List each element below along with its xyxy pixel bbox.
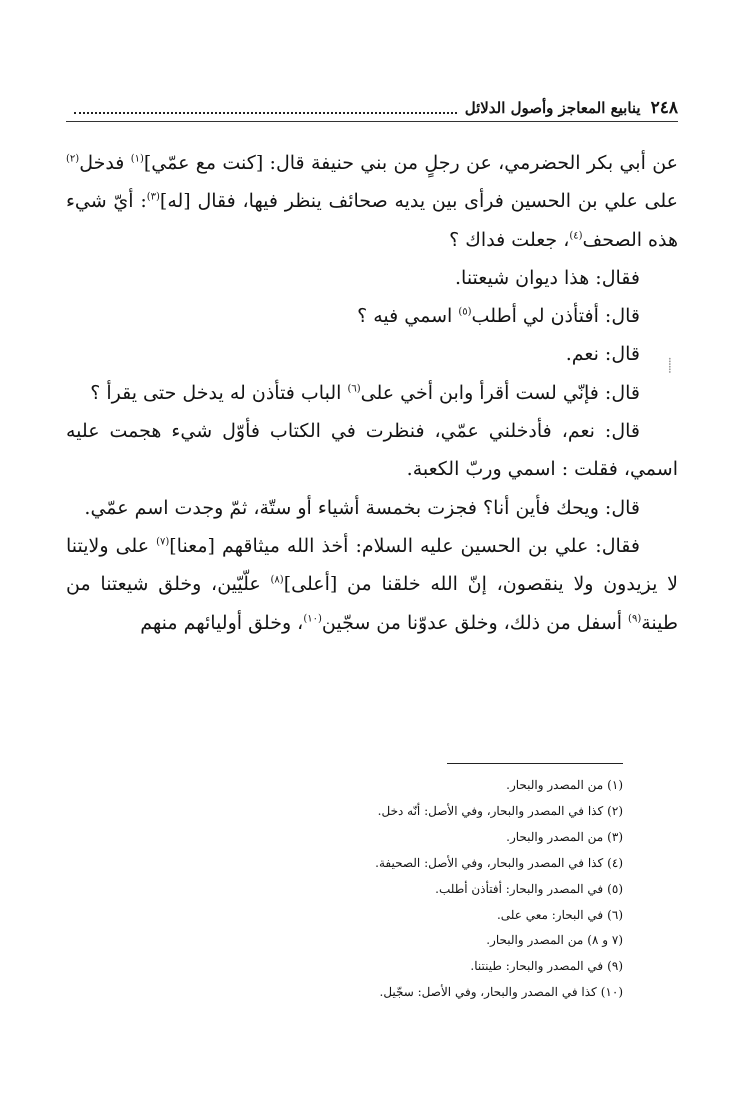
paragraph-text: : أيّ شيء هذه الصحف	[66, 190, 678, 251]
margin-smudge: ⸽	[668, 358, 672, 374]
footnote-reference: (٩)	[628, 613, 642, 625]
footnote-item	[63, 773, 623, 799]
page-number: ٢٤٨	[650, 97, 678, 118]
footnote-text: من المصدر والبحار.	[506, 778, 604, 792]
body-text	[66, 144, 678, 642]
footnote-reference: (١٠)	[303, 613, 322, 625]
footnote-text: في المصدر والبحار: طينتنا.	[470, 959, 604, 974]
footnote-item	[63, 903, 623, 929]
paragraph-text: قال: نعم.	[565, 343, 640, 366]
paragraph-text: على علي بن الحسين فرأى بين يديه صحائف ينظر فيها، فقال [له]	[159, 190, 678, 213]
paragraph-text: على ولايتنا لا يزيدون ولا ينقصون، إنّ الله خلقنا من [أعلى]	[66, 534, 678, 596]
footnote-text: كذا في المصدر والبحار، وفي الأصل: سجّيل.	[379, 985, 597, 1000]
footnote-item	[63, 825, 623, 851]
body-paragraph	[66, 412, 678, 489]
footnote-item	[63, 799, 623, 825]
body-paragraph	[66, 297, 678, 335]
footnote-text: في البحار: معي على.	[496, 907, 604, 922]
footnote-number: (٣)	[607, 829, 623, 844]
body-paragraph	[66, 335, 678, 373]
body-paragraph	[66, 259, 678, 297]
footnotes-list	[63, 773, 623, 1006]
footnote-item	[63, 980, 623, 1006]
footnote-number: (١٠)	[600, 985, 623, 1000]
paragraph-text: علّيّين، وخلق شيعتنا من طينة	[66, 573, 678, 634]
paragraph-text: قال: نعم، فأدخلني عمّي، فنظرت في الكتاب فأوّل شيء هجمت عليه اسمي، فقلت : اسمي وربّ الكعبة.	[66, 420, 678, 481]
footnote-text: من المصدر والبحار.	[486, 933, 584, 948]
running-header	[66, 96, 678, 122]
body-paragraph	[66, 144, 678, 259]
footnote-reference: (٣)	[146, 191, 160, 203]
paragraph-text: أسفل من ذلك، وخلق عدوّنا من سجّين	[321, 611, 629, 634]
footnote-number: (٩)	[607, 959, 623, 974]
footnote-number: (١)	[607, 778, 623, 792]
paragraph-text: فقال: هذا ديوان شيعتنا.	[455, 266, 640, 289]
paragraph-text: اسمي فيه ؟	[357, 305, 459, 328]
footnote-text: في المصدر والبحار: أفتأذن أطلب.	[435, 881, 604, 896]
footnote-text: من المصدر والبحار.	[506, 829, 604, 844]
paragraph-text: قال: ويحك فأين أنا؟ فجزت بخمسة أشياء أو ستّة، ثمّ وجدت اسم عمّي.	[84, 496, 640, 519]
footnote-reference: (٤)	[569, 230, 583, 242]
footnote-reference: (٦)	[347, 383, 361, 395]
body-paragraph	[66, 489, 678, 527]
footnote-item	[63, 851, 623, 877]
paragraph-text: عن أبي بكر الحضرمي، عن رجلٍ من بني حنيفة قال: [كنت مع عمّي]	[143, 152, 678, 174]
paragraph-text: فقال: علي بن الحسين عليه السلام: أخذ الله ميثاقهم [معنا]	[169, 534, 640, 557]
footnote-number: (٦)	[607, 907, 623, 922]
footnote-item	[63, 928, 623, 954]
paragraph-text: قال: أفتأذن لي أطلب	[471, 305, 640, 328]
paragraph-text: فدخل	[79, 152, 131, 174]
paragraph-text: الباب فتأذن له يدخل حتى يقرأ ؟	[90, 381, 348, 404]
footnote-number: (٥)	[607, 881, 623, 896]
footnote-item	[63, 954, 623, 980]
footnote-number: (٤)	[607, 855, 623, 870]
footnote-reference: (٢)	[66, 153, 80, 165]
paragraph-text: ، وخلق أوليائهم منهم	[140, 611, 304, 634]
paragraph-text: قال: فإنّي لست أقرأ وابن أخي على	[360, 381, 640, 404]
footnote-divider	[447, 763, 623, 764]
header-dot-leader	[74, 102, 457, 114]
footnote-number: (٧ و ٨)	[587, 933, 623, 948]
body-paragraph	[66, 374, 678, 412]
body-paragraph	[66, 527, 678, 642]
paragraph-text: ، جعلت فداك ؟	[449, 228, 570, 251]
footnote-reference: (٨)	[270, 574, 284, 586]
footnote-text: كذا في المصدر والبحار، وفي الأصل: أنّه دخل.	[377, 803, 604, 818]
footnote-number: (٢)	[607, 803, 623, 818]
footnote-item	[63, 877, 623, 903]
footnote-reference: (٥)	[458, 306, 472, 318]
running-title: ينابيع المعاجز وأصول الدلائل	[464, 98, 641, 117]
footnote-reference: (٧)	[156, 536, 170, 548]
footnote-reference: (١)	[130, 153, 144, 165]
footnote-text: كذا في المصدر والبحار، وفي الأصل: الصحيفة.	[375, 855, 604, 870]
